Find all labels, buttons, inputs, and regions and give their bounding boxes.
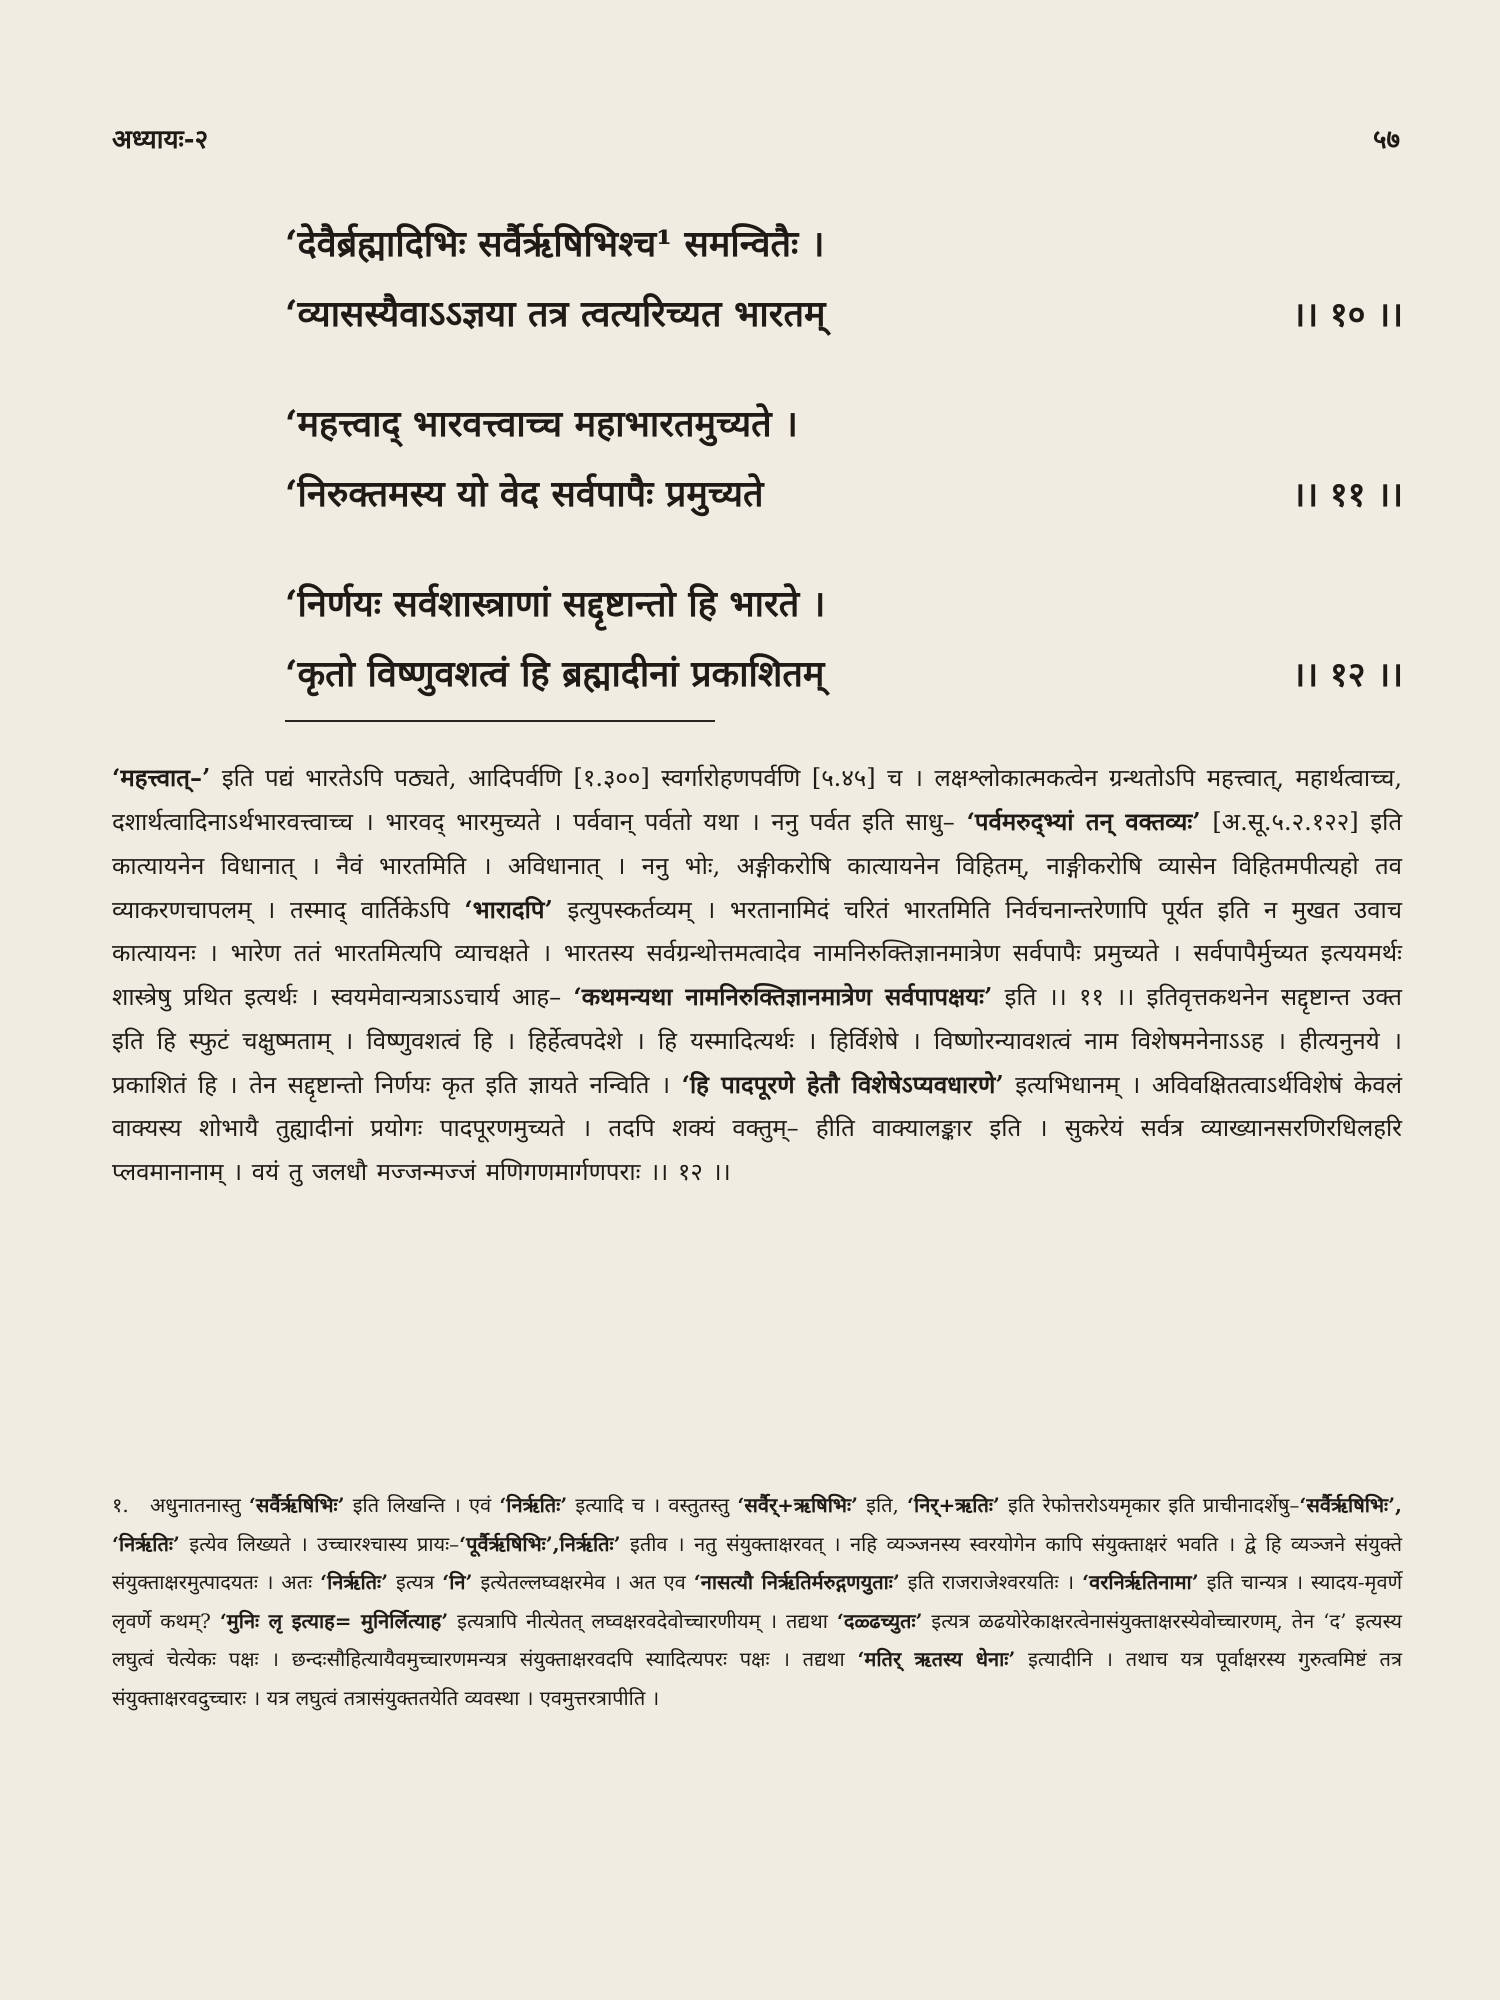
- verse-line: [285, 648, 1403, 718]
- footnote-text: इत्यत्र: [396, 1570, 435, 1595]
- verse-12: [285, 578, 1403, 718]
- footnote-text: इत्यादि च । वस्तुतस्तु: [575, 1493, 730, 1517]
- verse-line: [285, 578, 1403, 648]
- verse-line: [285, 398, 1403, 468]
- commentary-bold: ‘पर्वमरुद्भ्यां तन् वक्तव्यः’: [966, 807, 1201, 837]
- footnote-bold: ‘निरृतिः’: [320, 1570, 389, 1595]
- footnote-bold: ‘मुनिः लृ इत्याह= मुनिर्लित्याह’: [219, 1608, 449, 1633]
- footnote-bold: ‘सर्वैरृषिभिः’, ‘निरृतिः’: [112, 1493, 1402, 1556]
- page-number: ५७: [1372, 125, 1400, 155]
- footnote-text: अधुनातनास्तु: [150, 1493, 241, 1517]
- footnote-text: इत्येव लिख्यते । उच्चारश्चास्य प्रायः–: [189, 1531, 460, 1556]
- footnote-bold: ‘निर्ऋतिः’: [499, 1493, 568, 1517]
- footnote-text: इति लिखन्ति । एवं: [352, 1493, 492, 1517]
- verses-block: [285, 218, 1403, 758]
- footnote-text: इत्येतल्लघ्वक्षरमेव । अत एव: [480, 1570, 686, 1595]
- verse-text: ‘महत्त्वाद् भारवत्त्वाच्च महाभारतमुच्यते ।: [285, 403, 798, 445]
- verse-10: [285, 218, 1403, 358]
- verse-text: ‘निरुक्तमस्य यो वेद सर्वपापैः प्रमुच्यते: [285, 473, 764, 515]
- footnote-bold: ‘मतिर् ऋतस्य धेनाः’: [857, 1647, 1016, 1672]
- verse-text: ‘देवैर्ब्रह्मादिभिः सर्वैरृषिभिश्च¹ समन्वितैः ।: [285, 223, 825, 265]
- footnote-text: इति,: [866, 1493, 899, 1517]
- footnote-text: इति रेफोत्तरोऽयमृकार इति प्राचीनादर्शेषु–: [1008, 1493, 1300, 1517]
- commentary-text: इत्यभिधानम् । अविवक्षितत्वाऽर्थविशेषं केवलं वाक्यस्य शोभायै तुह्यादीनां प्रयोगः पादपूरणमुच्यते । तदपि शक्यं वक्तुम्– हीति वाक्यालङ्कार इति । सुकरेयं सर्वत्र व्याख्यानसरणिरधिलहरि प्लवमानानाम् । वयं तु जलधौ मज्जन्मज्जं मणिगणमार्गणपराः ।। १२ ।।: [112, 1071, 1402, 1186]
- verse-number: ।। १२ ।।: [1292, 655, 1403, 695]
- footnote-text: इत्यत्र ळढयोरेकाक्षरत्वेनासंयुक्ताक्षरस्येवोच्चारणम्, तेन ‘द’ इत्यस्य लघुत्वं चेत्येकः पक्षः । छन्दःसौहित्यायैवमुच्चारणमन्यत्र संयुक्ताक्षरवदपि स्यादित्यपरः पक्षः । तद्यथा: [112, 1608, 1402, 1672]
- footnote-text: इतीव । नतु संयुक्ताक्षरवत् । नहि व्यञ्जनस्य स्वरयोगेन कापि संयुक्ताक्षरं भवति । द्वे हि व्यञ्जने संयुक्ते संयुक्ताक्षरमुत्पादयतः । अतः: [112, 1531, 1403, 1595]
- commentary-text: इति पद्यं भारतेऽपि पठ्यते, आदिपर्वणि [१.३००] स्वर्गारोहणपर्वणि [५.४५] च । लक्षश्लोकात्मकत्वेन ग्रन्थतोऽपि महत्त्वात्, महार्थत्वाच्च, दशार्थत्वादिनाऽर्थभारवत्त्वाच्च । भारवद् भारमुच्यते । पर्ववान् पर्वतो यथा । ननु पर्वत इति साधु–: [112, 764, 1402, 837]
- verse-line: [285, 468, 1403, 538]
- footnote-bold: ‘नासत्यौ निरृतिर्मरुद्गणयुताः’: [693, 1570, 900, 1595]
- commentary-paragraph: [112, 756, 1402, 1194]
- footnote-text: इति चान्यत्र । स्यादय-मृवर्णे लृवर्णे कथम्?: [112, 1570, 1403, 1633]
- commentary-bold: ‘हि पादपूरणे हेतौ विशेषेऽप्यवधारणे’: [681, 1070, 1004, 1100]
- verse-number: ।। ११ ।।: [1292, 475, 1403, 515]
- footnote-bold: ‘नि’: [442, 1570, 473, 1595]
- section-divider: [285, 720, 715, 722]
- footnote-bold: ‘सर्वैर्ऋषिभिः’: [248, 1493, 345, 1517]
- verse-text: ‘व्यासस्यैवाऽऽज्ञया तत्र त्वत्यरिच्यत भारतम्: [285, 293, 826, 335]
- footnote-text: इति राजराजेश्वरयतिः ।: [907, 1570, 1075, 1595]
- chapter-title: अध्यायः-२: [112, 125, 209, 155]
- commentary-bold: ‘महत्त्वात्–’: [112, 763, 211, 792]
- footnote-bold: ‘पूर्वैर्ऋषिभिः’,निर्ऋतिः’: [459, 1531, 621, 1556]
- footnote-number: १.: [112, 1493, 129, 1517]
- verse-11: [285, 398, 1403, 538]
- footnote-bold: ‘दळ्ढच्युतः’: [836, 1608, 923, 1633]
- footnote: [112, 1486, 1402, 1718]
- verse-text: ‘कृतो विष्णुवशत्वं हि ब्रह्मादीनां प्रकाशितम्: [285, 653, 825, 695]
- footnote-text: इत्यादीनि । तथाच यत्र पूर्वाक्षरस्य गुरुत्वमिष्टं तत्र संयुक्ताक्षरवदुच्चारः । यत्र लघुत्वं तत्रासंयुक्ततयेति व्यवस्था । एवमुत्तरत्रापीति ।: [112, 1647, 1402, 1710]
- footnote-bold: ‘निर्+ऋतिः’: [907, 1493, 1000, 1517]
- commentary-text: इति ।। ११ ।। इतिवृत्तकथनेन सद्दृष्टान्त उक्त इति हि स्फुटं चक्षुष्मताम् । विष्णुवशत्वं हि । हिर्हेत्वपदेशे । हि यस्मादित्यर्थः । हिर्विशेषे । विष्णोरन्यावशत्वं नाम विशेषमनेनाऽऽह । हीत्यनुनये । प्रकाशितं हि । तेन सद्दृष्टान्तो निर्णयः कृत इति ज्ञायते नन्विति ।: [112, 983, 1402, 1100]
- footnote-bold: ‘वरनिरृतिनामा’: [1082, 1570, 1199, 1595]
- commentary-bold: ‘कथमन्यथा नामनिरुक्तिज्ञानमात्रेण सर्वपापक्षयः’: [573, 982, 993, 1012]
- footnote-bold: ‘सर्वैर्+ऋषिभिः’: [737, 1493, 858, 1517]
- commentary-text: [अ.सू.५.२.१२२] इति कात्यायनेन विधानात् । नैवं भारतमिति । अविधानात् । ननु भोः, अङ्गीकरोषि कात्यायनेन विहितम्, नाङ्गीकरोषि व्यासेन विहितमपीत्यहो तव व्याकरणचापलम् । तस्माद् वार्तिकेऽपि: [112, 808, 1402, 924]
- verse-text: ‘निर्णयः सर्वशास्त्राणां सद्दृष्टान्तो हि भारते ।: [285, 583, 826, 625]
- commentary-bold: ‘भारादपि’: [464, 894, 553, 924]
- page-header: [112, 118, 1400, 158]
- commentary-text: इत्युपस्कर्तव्यम् । भरतानामिदं चरितं भारतमिति निर्वचनान्तरेणापि पूर्यत इति न मुखत उवाच कात्यायनः । भारेण ततं भारतमित्यपि व्याचक्षते । भारतस्य सर्वग्रन्थोत्तमत्वादेव नामनिरुक्तिज्ञानमात्रेण सर्वपापैः प्रमुच्यते । सर्वपापैर्मुच्यत इत्ययमर्थः शास्त्रेषु प्रथित इत्यर्थः । स्वयमेवान्यत्राऽऽचार्य आह–: [112, 895, 1402, 1012]
- verse-line: [285, 218, 1403, 288]
- footnote-text: इत्यत्रापि नीत्येतत् लघ्वक्षरवदेवोच्चारणीयम् । तद्यथा: [457, 1608, 828, 1633]
- verse-number: ।। १० ।।: [1292, 295, 1403, 335]
- verse-line: [285, 288, 1403, 358]
